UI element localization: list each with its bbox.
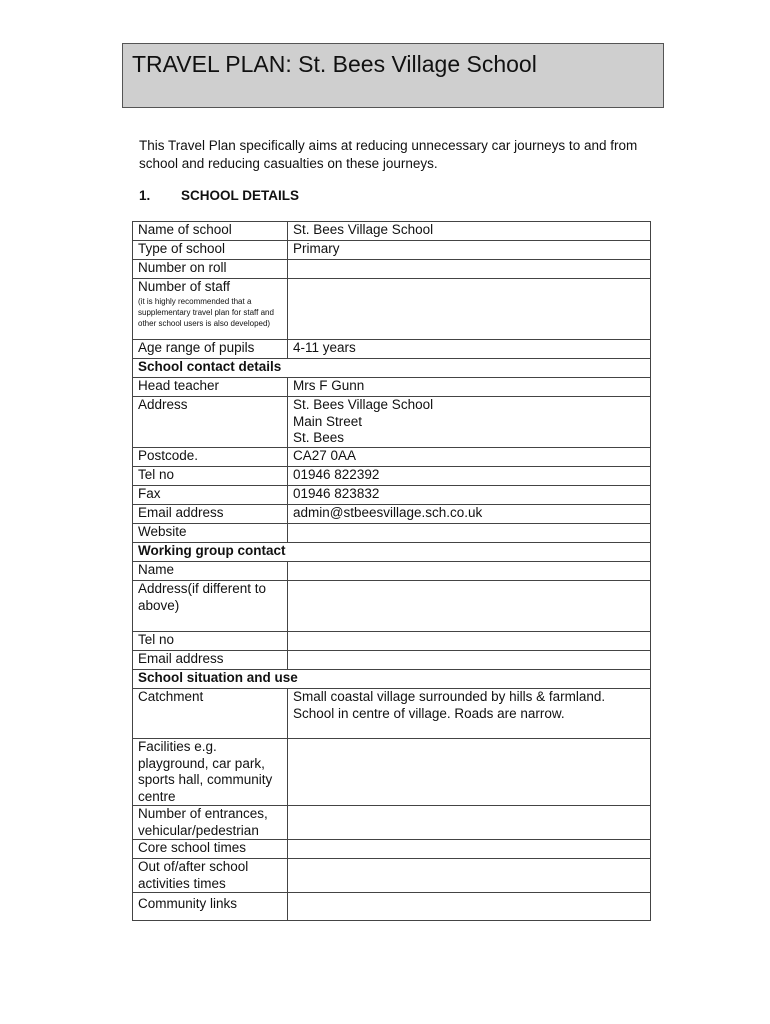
value-cell[interactable]: [288, 397, 651, 448]
value-cell[interactable]: Mrs F Gunn: [288, 378, 651, 397]
value-cell[interactable]: [288, 632, 651, 651]
value-cell[interactable]: [288, 279, 651, 340]
table-row: [133, 632, 651, 651]
table-row: [133, 397, 651, 448]
table-row: [133, 543, 651, 562]
table-row: [133, 222, 651, 241]
situation-heading: School situation and use: [133, 670, 651, 689]
table-row: [133, 524, 651, 543]
school-details-table: [132, 221, 651, 921]
label-cell: Tel no: [133, 632, 288, 651]
label-cell: Website: [133, 524, 288, 543]
address-line: Main Street: [293, 413, 363, 429]
address-line: St. Bees: [293, 430, 345, 445]
table-row: [133, 859, 651, 893]
document-title: TRAVEL PLAN: St. Bees Village School: [132, 51, 537, 77]
table-row: [133, 467, 651, 486]
intro-paragraph: This Travel Plan specifically aims at reducing unnecessary car journeys to and from school and reducing casualties on these journeys.: [139, 138, 638, 171]
value-cell[interactable]: [288, 859, 651, 893]
value-cell[interactable]: [288, 651, 651, 670]
value-cell[interactable]: CA27 0AA: [288, 448, 651, 467]
value-cell[interactable]: [288, 562, 651, 581]
value-cell[interactable]: 4-11 years: [288, 340, 651, 359]
label-cell: Core school times: [133, 840, 288, 859]
address-line: St. Bees Village School: [293, 397, 434, 412]
value-cell[interactable]: admin@stbeesvillage.sch.co.uk: [288, 505, 651, 524]
staff-note: (it is highly recommended that a supplementary travel plan for staff and other school users is also developed): [138, 296, 274, 328]
table-row: [133, 562, 651, 581]
table-row: [133, 378, 651, 397]
value-cell[interactable]: [288, 581, 651, 632]
table-row: [133, 505, 651, 524]
label-cell: [133, 279, 288, 340]
label-cell: Facilities e.g. playground, car park, sports hall, community centre: [133, 739, 288, 806]
label-cell: Address(if different to above): [133, 581, 288, 632]
label-cell: Community links: [133, 893, 288, 921]
table-row: [133, 739, 651, 806]
value-cell[interactable]: [288, 806, 651, 840]
value-cell[interactable]: [288, 840, 651, 859]
staff-label: Number of staff: [138, 279, 231, 294]
working-group-heading: Working group contact: [133, 543, 651, 562]
table-row: [133, 279, 651, 340]
label-cell: Catchment: [133, 689, 288, 739]
table-row: [133, 893, 651, 921]
label-cell: Address: [133, 397, 288, 448]
table-row: [133, 448, 651, 467]
table-row: [133, 260, 651, 279]
value-cell[interactable]: Small coastal village surrounded by hills & farmland. School in centre of village. Roads are narrow.: [288, 689, 651, 739]
label-cell: Age range of pupils: [133, 340, 288, 359]
value-cell[interactable]: [288, 893, 651, 921]
value-cell[interactable]: St. Bees Village School: [288, 222, 651, 241]
label-cell: Number on roll: [133, 260, 288, 279]
label-cell: Type of school: [133, 241, 288, 260]
value-cell[interactable]: [288, 524, 651, 543]
label-cell: Name of school: [133, 222, 288, 241]
label-cell: Postcode.: [133, 448, 288, 467]
table-row: [133, 651, 651, 670]
label-cell: Email address: [133, 505, 288, 524]
table-row: [133, 806, 651, 840]
table-row: [133, 486, 651, 505]
value-cell[interactable]: [288, 260, 651, 279]
label-cell: Head teacher: [133, 378, 288, 397]
table-row: [133, 840, 651, 859]
contact-details-heading: School contact details: [133, 359, 651, 378]
table-row: [133, 340, 651, 359]
table-row: [133, 581, 651, 632]
table-row: [133, 670, 651, 689]
table-row: [133, 359, 651, 378]
label-cell: Name: [133, 562, 288, 581]
section-number: 1.: [139, 188, 151, 203]
title-box: [122, 43, 664, 108]
value-cell[interactable]: [288, 739, 651, 806]
section-heading: [139, 188, 299, 203]
label-cell: Out of/after school activities times: [133, 859, 288, 893]
value-cell[interactable]: 01946 822392: [288, 467, 651, 486]
table-row: [133, 241, 651, 260]
label-cell: Tel no: [133, 467, 288, 486]
table-row: [133, 689, 651, 739]
section-title: SCHOOL DETAILS: [181, 188, 300, 203]
value-cell[interactable]: Primary: [288, 241, 651, 260]
label-cell: Number of entrances, vehicular/pedestrian: [133, 806, 288, 840]
label-cell: Fax: [133, 486, 288, 505]
label-cell: Email address: [133, 651, 288, 670]
value-cell[interactable]: 01946 823832: [288, 486, 651, 505]
